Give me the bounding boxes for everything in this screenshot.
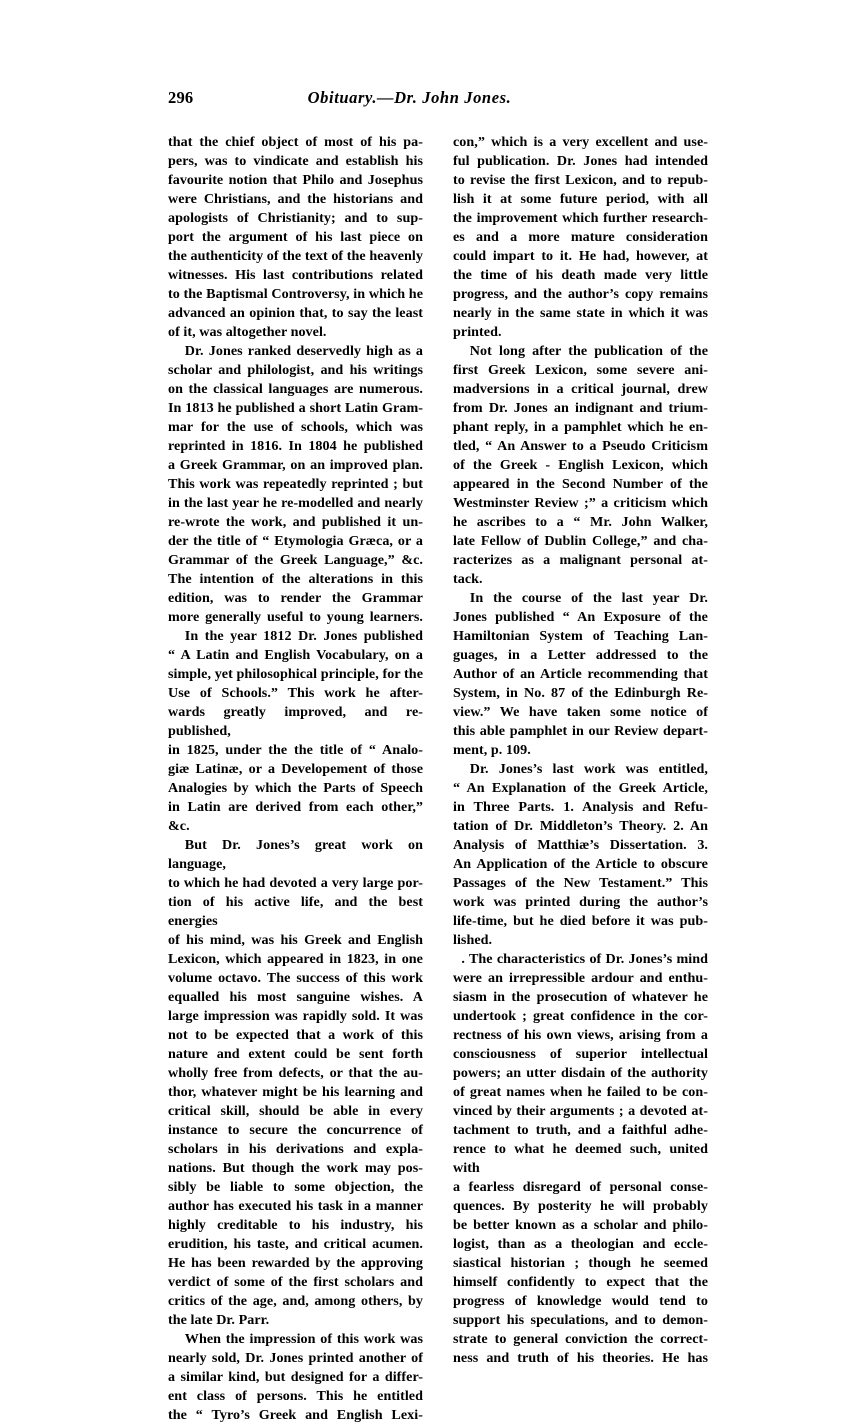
text-line: re-wrote the work, and published it un- (168, 514, 423, 530)
text-line: An Application of the Article to obscure (453, 856, 708, 872)
text-line: author has executed his task in a manner (168, 1198, 423, 1214)
text-line: logist, than as a theologian and eccle- (453, 1236, 708, 1252)
text-line: large impression was rapidly sold. It was (168, 1008, 423, 1024)
text-line: sibly be liable to some objection, the (168, 1179, 423, 1195)
text-line: equalled his most sanguine wishes. A (168, 989, 423, 1005)
text-line: siastical historian ; though he seemed (453, 1255, 708, 1271)
text-line: madversions in a critical journal, drew (453, 381, 708, 397)
text-line: racterizes as a malignant personal at- (453, 552, 708, 568)
text-line: nearly sold, Dr. Jones printed another of (168, 1350, 423, 1366)
text-line: the improvement which further research- (453, 210, 708, 226)
text-line: appeared in the Second Number of the (453, 476, 708, 492)
text-line: critical skill, should be able in every (168, 1103, 423, 1119)
text-line: pers, was to vindicate and establish his (168, 153, 423, 169)
text-line: that the chief object of most of his pa- (168, 134, 423, 150)
text-line: witnesses. His last contributions related (168, 267, 423, 283)
text-line: Lexicon, which appeared in 1823, in one (168, 951, 423, 967)
text-line: lished. (453, 932, 493, 948)
text-line: the “ Tyro’s Greek and English Lexi- (168, 1407, 423, 1423)
text-line: progress, and the author’s copy remains (453, 286, 708, 302)
text-line: nations. But though the work may pos- (168, 1160, 423, 1176)
text-line: favourite notion that Philo and Josephus (168, 172, 423, 188)
text-line: tachment to truth, and a faithful adhe- (453, 1122, 708, 1138)
text-line: apologists of Christianity; and to sup- (168, 210, 423, 226)
text-line: this able pamphlet in our Review depart- (453, 723, 708, 739)
text-line: highly creditable to his industry, his (168, 1217, 423, 1233)
text-line: con,” which is a very excellent and use- (453, 134, 708, 150)
text-line: The intention of the alterations in this (168, 571, 423, 587)
text-line: were an irrepressible ardour and enthu- (453, 970, 708, 986)
text-line: be better known as a scholar and philo- (453, 1217, 708, 1233)
text-line: This work was repeatedly reprinted ; but (168, 476, 423, 492)
text-line: quences. By posterity he will probably (453, 1198, 708, 1214)
text-line: lish it at some future period, with all (453, 191, 708, 207)
text-line: of the Greek - English Lexicon, which (453, 457, 708, 473)
text-line: undertook ; great confidence in the cor- (453, 1008, 708, 1024)
text-line: himself confidently to expect that the (453, 1274, 708, 1290)
text-line: vinced by their arguments ; a devoted at- (453, 1103, 708, 1119)
text-line: rence to what he deemed such, united with (453, 1141, 708, 1176)
text-line: But Dr. Jones’s great work on language, (168, 837, 423, 872)
text-line: phant reply, in a pamphlet which he en- (453, 419, 708, 435)
text-line: In 1813 he published a short Latin Gram- (168, 400, 423, 416)
text-line: he ascribes to a “ Mr. John Walker, (453, 514, 708, 530)
text-line: support his speculations, and to demon- (453, 1312, 708, 1328)
text-line: life-time, but he died before it was pub- (453, 913, 708, 929)
text-line: more generally useful to young learners. (168, 609, 423, 625)
text-line: printed. (453, 324, 502, 340)
text-line: giæ Latinæ, or a Developement of those (168, 761, 423, 777)
text-line: the late Dr. Parr. (168, 1312, 270, 1328)
text-line: Hamiltonian System of Teaching Lan- (453, 628, 708, 644)
text-line: der the title of “ Etymologia Græca, or a (168, 533, 423, 549)
text-line: es and a more mature consideration (453, 229, 708, 245)
text-line: ent class of persons. This he entitled (168, 1388, 423, 1404)
text-line: erudition, his taste, and critical acumen. (168, 1236, 423, 1252)
text-line: Dr. Jones’s last work was entitled, (469, 761, 708, 777)
right-column (453, 133, 708, 1425)
text-line: in the last year he re-modelled and nearly (168, 495, 423, 511)
text-line: verdict of some of the first scholars and (168, 1274, 423, 1290)
text-line: . The characteristics of Dr. Jones’s mind (461, 951, 708, 967)
text-line: “ A Latin and English Vocabulary, on a (168, 647, 423, 663)
body-columns (168, 133, 708, 1425)
text-line: powers; an utter disdain of the authority (453, 1065, 708, 1081)
text-line: Not long after the publication of the (469, 343, 708, 359)
text-line: tled, “ An Answer to a Pseudo Criticism (453, 438, 708, 454)
text-line: not to be expected that a work of this (168, 1027, 423, 1043)
text-line: scholar and philologist, and his writings (168, 362, 423, 378)
text-line: volume octavo. The success of this work (168, 970, 423, 986)
text-line: tation of Dr. Middleton’s Theory. 2. An (453, 818, 708, 834)
text-line: in Three Parts. 1. Analysis and Refu- (453, 799, 708, 815)
text-line: Westminster Review ;” a criticism which (453, 495, 708, 511)
text-line: nearly in the same state in which it was (453, 305, 708, 321)
text-line: critics of the age, and, among others, by (168, 1293, 423, 1309)
text-line: mar for the use of schools, which was (168, 419, 423, 435)
text-line: Jones published “ An Exposure of the (453, 609, 708, 625)
text-line: late Fellow of Dublin College,” and cha- (453, 533, 708, 549)
text-line: of great names when he failed to be con- (453, 1084, 708, 1100)
text-line: a similar kind, but designed for a differ- (168, 1369, 423, 1385)
text-line: When the impression of this work was (184, 1331, 423, 1347)
text-line: Grammar of the Greek Language,” &c. (168, 552, 423, 568)
text-line: Use of Schools.” This work he after- (168, 685, 423, 701)
text-line: a Greek Grammar, on an improved plan. (168, 457, 423, 473)
text-line: ment, p. 109. (453, 742, 531, 758)
text-line: simple, yet philosophical principle, for the (168, 666, 423, 682)
text-line: guages, in a Letter addressed to the (453, 647, 708, 663)
text-line: in Latin are derived from each other,” &c. (168, 799, 423, 834)
text-line: Dr. Jones ranked deservedly high as a (184, 343, 423, 359)
text-line: a fearless disregard of personal conse- (453, 1179, 708, 1195)
text-line: edition, was to render the Grammar (168, 590, 423, 606)
text-line: wards greatly improved, and re-published, (168, 704, 423, 739)
text-line: advanced an opinion that, to say the least (168, 305, 423, 321)
text-line: in 1825, under the the title of “ Analo- (168, 742, 423, 758)
text-line: from Dr. Jones an indignant and trium- (453, 400, 708, 416)
text-line: of it, was altogether novel. (168, 324, 327, 340)
text-line: to revise the first Lexicon, and to repub- (453, 172, 708, 188)
running-head (0, 88, 863, 112)
page-folio-number: 296 (168, 88, 194, 107)
text-line: rectness of his own views, arising from a (453, 1027, 708, 1043)
text-line: ful publication. Dr. Jones had intended (453, 153, 708, 169)
text-line: tack. (453, 571, 483, 587)
text-line: He has been rewarded by the approving (168, 1255, 423, 1271)
text-line: strate to general conviction the correct- (453, 1331, 708, 1347)
text-line: on the classical languages are numerous. (168, 381, 423, 397)
text-line: In the year 1812 Dr. Jones published (184, 628, 423, 644)
text-line: consciousness of superior intellectual (453, 1046, 708, 1062)
text-line: instance to secure the concurrence of (168, 1122, 423, 1138)
text-line: the time of his death made very little (453, 267, 708, 283)
text-line: could impart to it. He had, however, at (453, 248, 708, 264)
text-line: wholly free from defects, or that the au- (168, 1065, 423, 1081)
text-line: Author of an Article recommending that (453, 666, 708, 682)
text-line: In the course of the last year Dr. (469, 590, 708, 606)
text-line: nature and extent could be sent forth (168, 1046, 423, 1062)
text-line: port the argument of his last piece on (168, 229, 423, 245)
text-line: Analogies by which the Parts of Speech (168, 780, 423, 796)
text-line: work was printed during the author’s (453, 894, 708, 910)
text-line: scholars in his derivations and expla- (168, 1141, 423, 1157)
text-line: ness and truth of his theories. He has (453, 1350, 708, 1366)
text-line: the authenticity of the text of the heavenly (168, 248, 423, 264)
text-line: reprinted in 1816. In 1804 he published (168, 438, 423, 454)
left-column (168, 133, 423, 1425)
text-line: progress of knowledge would tend to (453, 1293, 708, 1309)
text-line: siasm in the prosecution of whatever he (453, 989, 708, 1005)
text-line: of his mind, was his Greek and English (168, 932, 423, 948)
text-line: thor, whatever might be his learning and (168, 1084, 423, 1100)
text-line: tion of his active life, and the best energies (168, 894, 423, 929)
text-line: were Christians, and the historians and (168, 191, 423, 207)
text-line: to which he had devoted a very large por- (168, 875, 423, 891)
text-line: to the Baptismal Controversy, in which he (168, 286, 423, 302)
running-head-title: Obituary.—Dr. John Jones. (307, 88, 512, 107)
text-line: first Greek Lexicon, some severe ani- (453, 362, 708, 378)
text-line: view.” We have taken some notice of (453, 704, 708, 720)
text-line: “ An Explanation of the Greek Article, (453, 780, 708, 796)
text-line: Passages of the New Testament.” This (453, 875, 708, 891)
text-line: Analysis of Matthiæ’s Dissertation. 3. (453, 837, 708, 853)
text-line: System, in No. 87 of the Edinburgh Re- (453, 685, 708, 701)
